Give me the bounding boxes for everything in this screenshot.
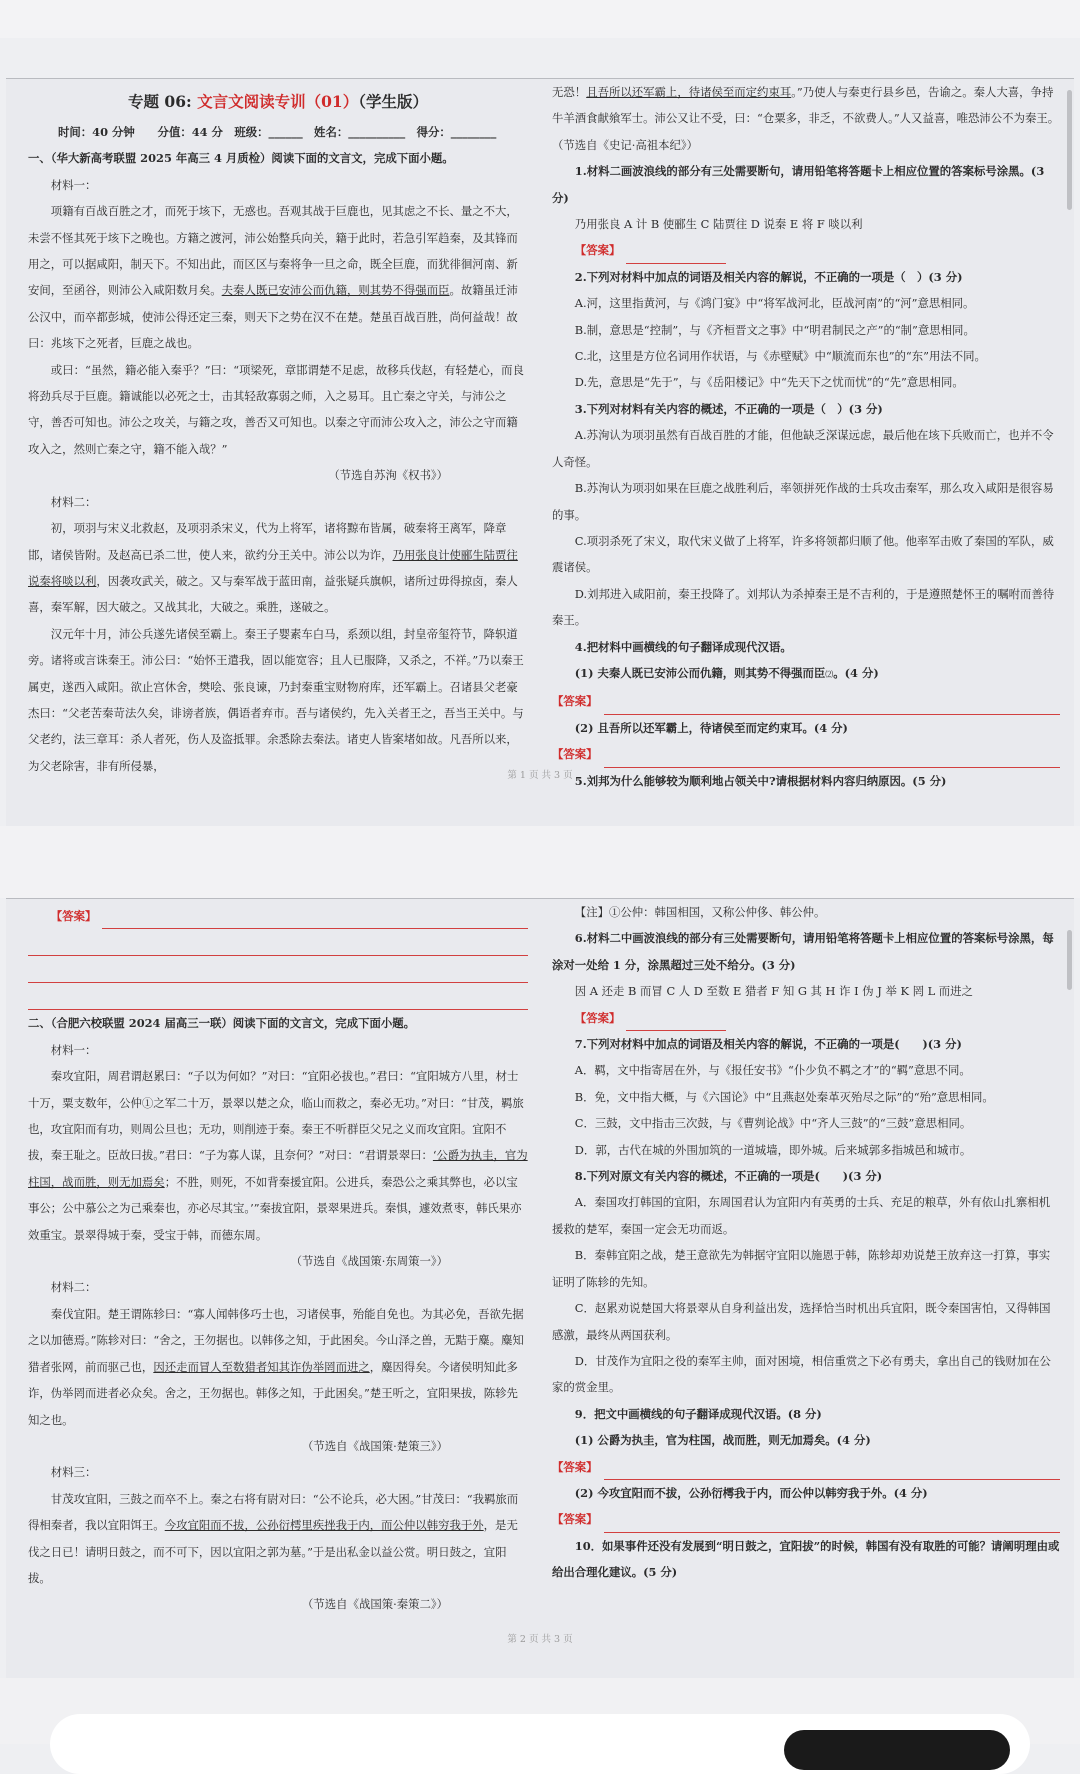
option-d: D.刘邦进入咸阳前，秦王投降了。刘邦认为杀掉秦王是不吉利的，于是遵照楚怀王的嘱咐而善待秦王。 — [552, 586, 1055, 628]
option-a: A．羁，文中指寄居在外，与《报任安书》“仆少负不羁之才”的“羁”意思不同。 — [574, 1063, 971, 1078]
source-citation: （节选自《史记·高祖本纪》） — [552, 137, 698, 152]
option-b: B.苏洵认为项羽如果在巨鹿之战胜利后，率领拼死作战的士兵攻击秦军，那么攻入咸阳是很容易的事。 — [552, 481, 1054, 522]
option-b: B．免，文中指大概，与《六国论》中“且燕赵处秦革灭殆尽之际”的“殆”意思相同。 — [574, 1089, 994, 1104]
question-9: 9．把文中画横线的句子翻译成现代汉语。(8 分) — [574, 1406, 822, 1421]
question-4: 4.把材料中画横线的句子翻译成现代汉语。 — [574, 639, 792, 654]
question-8: 8.下列对原文有关内容的概述，不正确的一项是( )(3 分) — [574, 1169, 883, 1184]
exam-meta: 时间：40 分钟 分值：44 分 班级：______ 姓名：__________ 得分：________ — [58, 125, 497, 139]
section-heading: 一、（华大新高考联盟 2025 年高三 4 月质检）阅读下面的文言文，完成下面小题。 — [28, 151, 454, 166]
question-1-options: 乃用张良 A 计 B 使郦生 C 陆贾往 D 说秦 E 将 F 啖以利 — [574, 217, 863, 232]
option-c: C．赵累劝说楚国大将景翠从自身利益出发，选择恰当时机出兵宜阳，既令秦国害怕，又得韩国感激，最终从两国获利。 — [552, 1301, 1051, 1342]
page2-right-column — [552, 899, 1060, 1586]
question-10: 10．如果事件还没有发展到“明日鼓之，宜阳拔”的时候，韩国有没有取胜的可能？请阐明理由或给出合理化建议。(5 分) — [552, 1538, 1060, 1580]
question-6-options: 因 A 还走 B 而冒 C 人 D 至数 E 猎者 F 知 G 其 H 诈 I 伪 J 举 K 罔 L 而进之 — [574, 984, 973, 999]
option-a: A．秦国攻打韩国的宜阳，东周国君认为宜阳内有英勇的士兵、充足的粮草，外有依山扎寨相机援救的楚军，秦国一定会无功而返。 — [552, 1195, 1051, 1236]
wavy-underlined-sentence: 因还走而冒人至数猎者知其诈伪举罔而进之 — [153, 1359, 370, 1374]
material-label: 材料一： — [50, 1042, 97, 1057]
passage-paragraph: 甘茂攻宜阳，三鼓之而卒不上。秦之右将有尉对曰：“公不论兵，必大困。”甘茂曰：“我羁旅而得相秦者，我以宜阳饵王。今攻宜阳而不拔，公孙衍樗里疾挫我于内，而公仲以韩穷我于外，是无伐之日已！请明日鼓之，而不可下，因以宜阳之郭为墓。”于是出私金以益公赏。明日鼓之，宜阳拔。 — [28, 1491, 519, 1585]
answer-line: 【答案】 — [552, 1454, 1060, 1480]
answer-blank — [28, 929, 528, 956]
passage-paragraph: 汉元年十月，沛公兵遂先诸侯至霸上。秦王子婴素车白马，系颈以组，封皇帝玺符节，降轵道旁。诸将或言诛秦王。沛公曰：“始怀王遣我，固以能宽容；且人已服降，又杀之，不祥。”乃以秦王属吏，遂西入咸阳。欲止宫休舍，樊哙、张良谏，乃封秦重宝财物府库，还军霸上。召诸县父老豪杰曰：“父老苦秦苛法久矣，诽谤者族，偶语者弃市。吾与诸侯约，先入关者王之，吾当王关中。与父老约，法三章耳：杀人者死，伤人及盗抵罪。余悉除去秦法。诸吏人皆案堵如故。凡吾所以来，为父老除害，非有所侵暴， — [28, 626, 524, 773]
question-5: 5.刘邦为什么能够较为顺利地占领关中?请根据材料内容归纳原因。(5 分) — [574, 773, 947, 788]
option-c: C.北，这里是方位名词用作状语，与《赤壁赋》中“顺流而东也”的“东”用法不同。 — [574, 349, 986, 364]
underlined-sentence: 且吾所以还军霸上，待诸侯至而定约束耳 — [586, 85, 792, 99]
question-2: 2.下列对材料中加点的词语及相关内容的解说，不正确的一项是（ ）(3 分) — [574, 269, 963, 284]
option-c: C.项羽杀死了宋义，取代宋义做了上将军，许多将领都归顺了他。他率军击败了秦国的军队，威震诸侯。 — [552, 533, 1054, 575]
action-button[interactable] — [784, 1730, 1010, 1770]
source-citation: （节选自苏洵《权书》） — [328, 468, 448, 483]
question-4-1: (1) 夫秦人既已安沛公而仇籍，则其势不得强而臣⑵。(4 分) — [574, 665, 879, 680]
passage-paragraph: 秦伐宜阳。楚王谓陈轸曰：“寡人闻韩侈巧士也，习诸侯事，殆能自免也。为其必免，吾欲先据之以加德焉。”陈轸对曰：“舍之，王勿据也。以韩侈之知，于此困矣。今山泽之兽，无黠于麋。麋知猎者张网，前而驱己也，因还走而冒人至数猎者知其诈伪举罔而进之，麋因得矣。今诸侯明知此多诈，伪举罔而进者必众矣。舍之，王勿据也。韩侈之知，于此困矣。”楚王听之，宜阳果拔，陈轸先知之也。 — [28, 1306, 524, 1427]
page1-right-column — [552, 79, 1060, 794]
question-9-1: (1) 公爵为执圭，官为柱国，战而胜，则无加焉矣。(4 分) — [574, 1433, 871, 1448]
option-d: D．甘茂作为宜阳之役的秦军主帅，面对困境，相信重赏之下必有勇夫，拿出自己的钱财加在公家的赏金里。 — [552, 1353, 1051, 1395]
answer-line: 【答案】 — [552, 1506, 1060, 1532]
question-3: 3.下列对材料有关内容的概述，不正确的一项是（ ）(3 分) — [574, 401, 883, 416]
underlined-sentence: ‘公爵为执圭，官为柱国，战而胜，则无加焉矣 — [28, 1148, 528, 1189]
material-label: 材料二： — [50, 1280, 97, 1295]
page2-left-column — [28, 899, 528, 1618]
document-page-1 — [6, 78, 1074, 827]
question-9-2: (2) 今攻宜阳而不拔，公孙衍樗我于内，而公仲以韩穷我于外。(4 分) — [574, 1485, 928, 1500]
underlined-sentence: 今攻宜阳而不拔，公孙衍樗里疾挫我于内，而公仲以韩穷我于外 — [164, 1518, 484, 1533]
source-citation: （节选自《战国策·楚策三》） — [302, 1438, 448, 1453]
page-number: 第 1 页 共 3 页 — [507, 770, 573, 781]
source-citation: （节选自《战国策·秦策二》） — [302, 1597, 448, 1612]
answer-line: 【答案】 — [28, 903, 528, 929]
answer-blank — [28, 983, 528, 1010]
scrollbar[interactable] — [1067, 930, 1072, 990]
passage-paragraph: 初，项羽与宋义北救赵，及项羽杀宋义，代为上将军，诸将黥布皆属，破秦将王离军，降章邯，诸侯皆附。及赵高已杀二世，使人来，欲约分王关中。沛公以为诈，乃用张良计使郦生陆贾往说秦将啖以利，因袭攻武关，破之。又与秦军战于蓝田南，益张疑兵旗帜，诸所过毋得掠卤，秦人喜，秦军解，因大破之。又战其北，大破之。乘胜，遂破之。 — [28, 521, 518, 615]
source-citation: （节选自《战国策·东周策一》） — [290, 1254, 448, 1269]
material-label: 材料一： — [50, 177, 97, 192]
answer-line: 【答案】 — [552, 1005, 1060, 1031]
question-1: 1.材料二画波浪线的部分有三处需要断句，请用铅笔将答题卡上相应位置的答案标号涂黑。(3 分) — [552, 164, 1045, 205]
option-b: B.制，意思是“控制”，与《齐桓晋文之事》中“明君制民之产”的“制”意思相同。 — [574, 322, 975, 337]
footnote: 【注】①公仲：韩国相国，又称公仲侈、韩公仲。 — [574, 905, 826, 919]
passage-paragraph: 或曰：“虽然，籍必能入秦乎？”曰：“项梁死，章邯谓楚不足虑，故移兵伐赵，有轻楚心，而良将劲兵尽于巨鹿。籍诚能以必死之士，击其轻敌寡弱之师，入之易耳。且亡秦之守关，与沛公之守，善否可知也。沛公之攻关，与籍之攻，善否又可知也。以秦之守而沛公攻入之，沛公之守而籍攻入之，然则亡秦之守，籍不能入哉？” — [28, 362, 524, 456]
answer-line: 【答案】 — [552, 741, 1060, 767]
page-gap — [0, 826, 1080, 898]
answer-line: 【答案】 — [552, 237, 1060, 263]
material-label: 材料三： — [50, 1465, 97, 1480]
wavy-underlined-sentence: 乃用张良计使郦生陆贾往说秦将啖以利 — [28, 547, 518, 588]
passage-paragraph: 项籍有百战百胜之才，而死于垓下，无惑也。吾观其战于巨鹿也，见其虑之不长、量之不大，未尝不怪其死于垓下之晚也。方籍之渡河，沛公始整兵向关，籍于此时，若急引军趋秦，及其锋而用之，可以据咸阳，制天下。不知出此，而区区与秦将争一旦之命，既全巨鹿，而犹徘徊河南、新安间，至函谷，则沛公入咸阳数月矣。夫秦人既已安沛公而仇籍，则其势不得强而臣。故籍虽迁沛公汉中，而卒都彭城，使沛公得还定三秦，则天下之势在汉不在楚。楚虽百战百胜，尚何益哉！故曰：兆垓下之死者，巨鹿之战也。 — [28, 204, 518, 351]
option-b: B．秦韩宜阳之战，楚王意欲先为韩据守宜阳以施恩于韩，陈轸却劝说楚王放弃这一打算，事实证明了陈轸的先知。 — [552, 1248, 1051, 1289]
answer-blank — [28, 956, 528, 983]
option-d: D．郭，古代在城的外围加筑的一道城墙，即外城。后来城郭多指城邑和城市。 — [574, 1142, 972, 1157]
passage-paragraph: 秦攻宜阳，周君谓赵累曰：“子以为何如？”对曰：“宜阳必拔也。”君曰：“宜阳城方八里，材士十万，粟支数年，公仲①之军二十万，景翠以楚之众，临山而救之，秦必无功。”对曰：“甘茂，羁旅也，攻宜阳而有功，则周公旦也；无功，则削迹于秦。秦王不听群臣父兄之义而攻宜阳。宜阳不拔，秦王耻之。臣故曰拔。”君曰：“子为寡人谋，且奈何？”对曰：“君谓景翠曰：‘公爵为执圭，官为柱国，战而胜，则无加焉矣；不胜，则死，不如背秦援宜阳。公进兵，秦恐公之乘其弊也，必以宝事公；公中慕公之为己乘秦也，亦必尽其宝。’”秦拔宜阳，景翠果进兵。秦惧，遽效煮枣，韩氏果亦效重宝。景翠得城于秦，受宝于韩，而德东周。 — [28, 1069, 528, 1242]
option-a: A.苏洵认为项羽虽然有百战百胜的才能，但他缺乏深谋远虑，最后他在垓下兵败而亡，也并不令人奇怪。 — [552, 428, 1054, 469]
question-4-2: (2) 且吾所以还军霸上，待诸侯至而定约束耳。(4 分) — [574, 720, 848, 735]
material-label: 材料二： — [50, 494, 97, 509]
scrollbar[interactable] — [1067, 90, 1072, 210]
option-a: A.河，这里指黄河，与《鸿门宴》中“将军战河北，臣战河南”的“河”意思相同。 — [574, 296, 975, 311]
option-d: D.先，意思是“先于”，与《岳阳楼记》中“先天下之忧而忧”的“先”意思相同。 — [574, 375, 964, 390]
question-6: 6.材料二中画波浪线的部分有三处需要断句，请用铅笔将答题卡上相应位置的答案标号涂黑，每涂对一处给 1 分，涂黑超过三处不给分。(3 分) — [552, 931, 1054, 972]
document-page-2 — [6, 898, 1074, 1679]
passage-paragraph: 无恐！且吾所以还军霸上，待诸侯至而定约束耳。”乃使人与秦吏行县乡邑，告谕之。秦人大喜，争持牛羊酒食献飨军士。沛公又让不受，曰：“仓粟多，非乏，不欲费人。”人又益喜，唯恐沛公不为秦王。 — [552, 85, 1060, 126]
underlined-sentence: 夫秦人既已安沛公而仇籍，则其势不得强而臣 — [221, 283, 450, 298]
page-number: 第 2 页 共 3 页 — [507, 1634, 573, 1645]
page1-left-column — [28, 79, 528, 779]
section-heading: 二、（合肥六校联盟 2024 届高三一联）阅读下面的文言文，完成下面小题。 — [28, 1016, 416, 1031]
viewer-top-bar — [0, 0, 1080, 38]
option-c: C．三鼓，文中指击三次鼓，与《曹刿论战》中“齐人三鼓”的“三鼓”意思相同。 — [574, 1116, 972, 1131]
answer-line: 【答案】 — [552, 688, 1060, 714]
question-7: 7.下列对材料中加点的词语及相关内容的解说，不正确的一项是( )(3 分) — [574, 1037, 962, 1052]
page-title: 专题 06: 文言文阅读专训（01）（学生版） — [128, 92, 428, 111]
